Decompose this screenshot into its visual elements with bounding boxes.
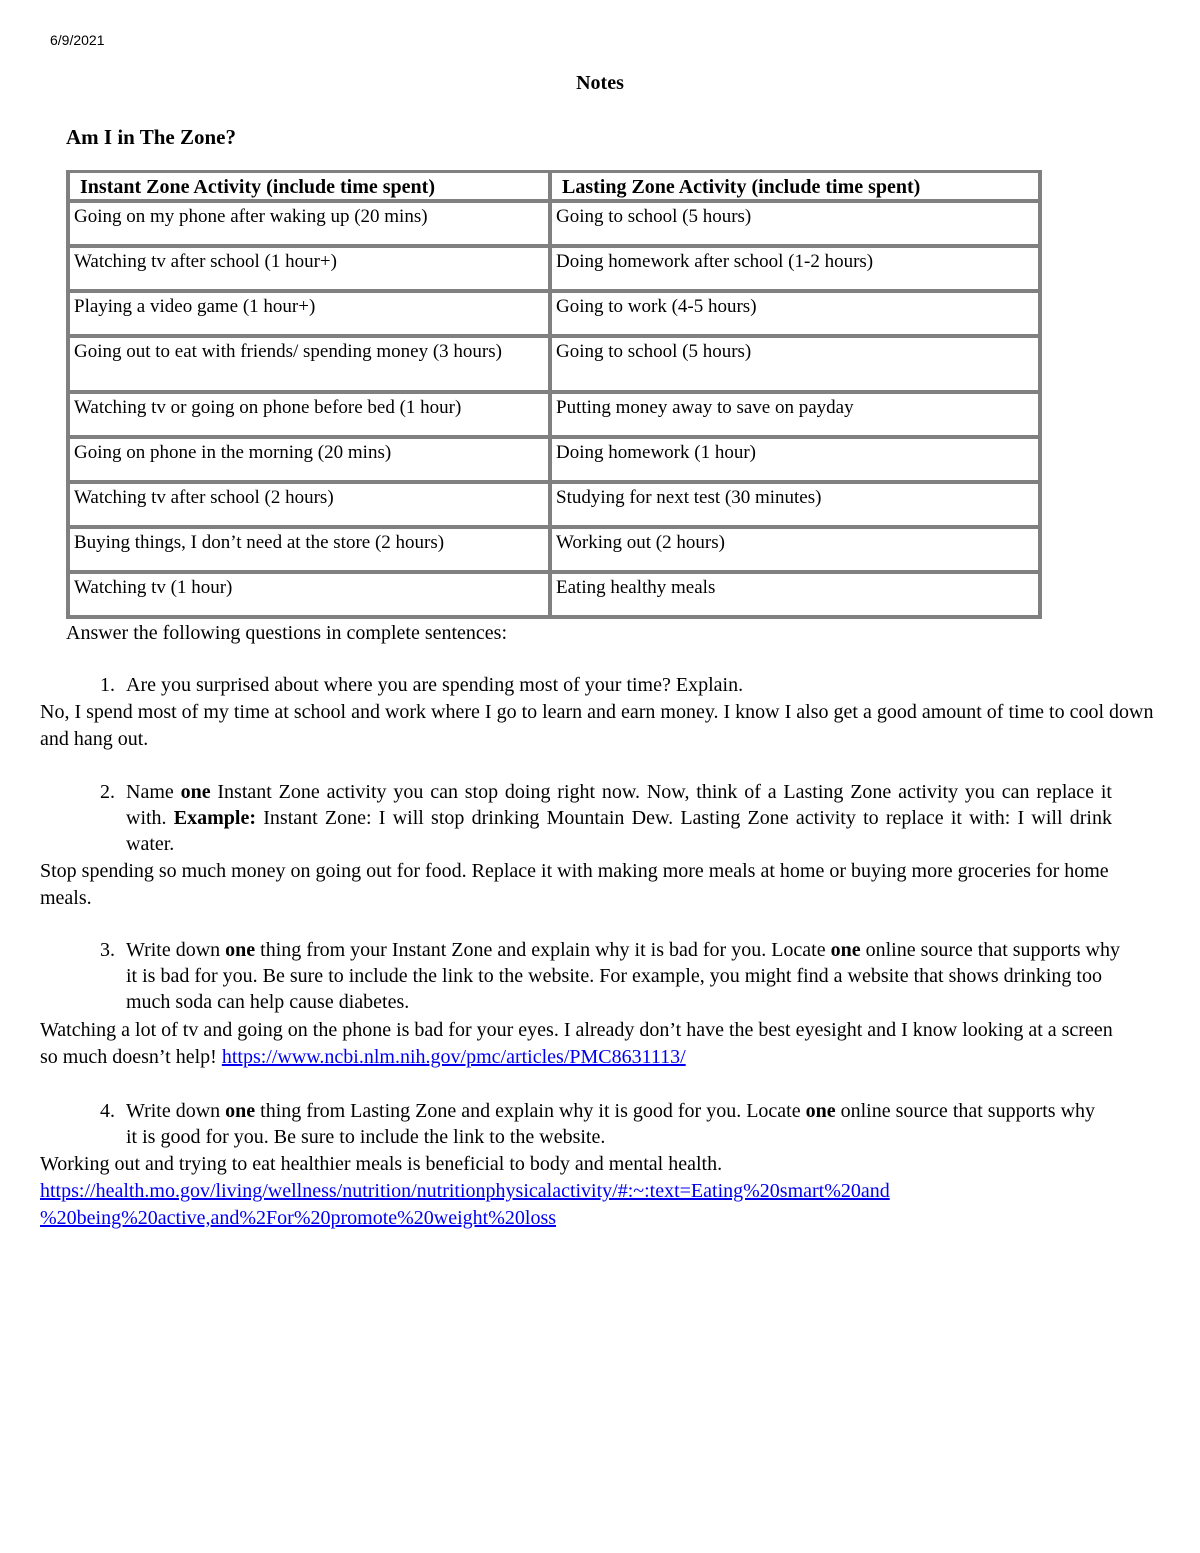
questions-intro: Answer the following questions in complete sentences: — [66, 622, 508, 644]
instant-zone-cell: Going on phone in the morning (20 mins) — [70, 439, 552, 484]
document-date: 6/9/2021 — [50, 32, 105, 48]
instant-zone-cell: Going on my phone after waking up (20 mins) — [70, 203, 552, 248]
question-text: Name one Instant Zone activity you can stop doing right now. Now, think of a Lasting Zone activity you can replace it with. Example: Instant Zone: I will stop drinking Mountain Dew. Lasting Zone activity to replace it with: I will drink water. — [126, 781, 1112, 855]
instant-zone-cell: Watching tv (1 hour) — [70, 574, 552, 619]
instant-zone-cell: Watching tv after school (2 hours) — [70, 484, 552, 529]
answer-1: No, I spend most of my time at school and work where I go to learn and earn money. I know I also get a good amount of time to cool down and hang out. — [40, 701, 1154, 750]
table-row — [70, 529, 1042, 574]
table-row — [70, 338, 1042, 394]
lasting-zone-header: Lasting Zone Activity (include time spent) — [552, 173, 1042, 203]
table-row — [70, 248, 1042, 293]
question-text: Write down one thing from Lasting Zone and explain why it is good for you. Locate one online source that supports why it is good for you. Be sure to include the link to the website. — [126, 1100, 1096, 1148]
page-title: Notes — [576, 72, 624, 94]
instant-zone-cell: Playing a video game (1 hour+) — [70, 293, 552, 338]
instant-zone-cell: Going out to eat with friends/ spending money (3 hours) — [70, 338, 552, 394]
table-row — [70, 394, 1042, 439]
question-number: 4. — [100, 1100, 115, 1122]
lasting-zone-cell: Doing homework (1 hour) — [552, 439, 1042, 484]
source-link[interactable]: https://health.mo.gov/living/wellness/nutrition/nutritionphysicalactivity/#:~:text=Eating%20smart%20and — [40, 1180, 890, 1202]
answer-text: Working out and trying to eat healthier meals is beneficial to body and mental health. — [40, 1153, 723, 1175]
table-row — [70, 574, 1042, 619]
question-text: Write down one thing from your Instant Zone and explain why it is bad for you. Locate one online source that supports why it is bad for you. Be sure to include the link to the website. For example, you might find a website that shows drinking too much soda can help cause diabetes. — [126, 939, 1120, 1013]
lasting-zone-cell: Going to work (4-5 hours) — [552, 293, 1042, 338]
answer-3: Watching a lot of tv and going on the phone is bad for your eyes. I already don’t have the best eyesight and I know looking at a screen so much doesn’t help! https://www.ncbi.nlm.nih.gov/pmc/articles/PMC8631113/ — [40, 1019, 1113, 1068]
source-link-continued[interactable]: %20being%20active,and%2For%20promote%20weight%20loss — [40, 1207, 557, 1229]
table-row — [70, 484, 1042, 529]
instant-zone-cell: Buying things, I don’t need at the store (2 hours) — [70, 529, 552, 574]
question-number: 2. — [100, 781, 115, 803]
source-link[interactable]: https://www.ncbi.nlm.nih.gov/pmc/articles/PMC8631113/ — [221, 1046, 686, 1068]
lasting-zone-cell: Working out (2 hours) — [552, 529, 1042, 574]
lasting-zone-cell: Doing homework after school (1-2 hours) — [552, 248, 1042, 293]
answer-2: Stop spending so much money on going out for food. Replace it with making more meals at home or buying more groceries for home meals. — [40, 860, 1109, 909]
table-header-row — [70, 173, 1042, 203]
zone-activity-table — [66, 170, 1042, 619]
table-row — [70, 293, 1042, 338]
question-number: 1. — [100, 674, 115, 696]
table-row — [70, 203, 1042, 248]
lasting-zone-cell: Eating healthy meals — [552, 574, 1042, 619]
question-text: Are you surprised about where you are spending most of your time? Explain. — [126, 674, 744, 696]
table-row — [70, 439, 1042, 484]
instant-zone-header: Instant Zone Activity (include time spent) — [70, 173, 552, 203]
lasting-zone-cell: Putting money away to save on payday — [552, 394, 1042, 439]
lasting-zone-cell: Going to school (5 hours) — [552, 338, 1042, 394]
section-heading: Am I in The Zone? — [66, 125, 236, 149]
lasting-zone-cell: Studying for next test (30 minutes) — [552, 484, 1042, 529]
instant-zone-cell: Watching tv or going on phone before bed (1 hour) — [70, 394, 552, 439]
instant-zone-cell: Watching tv after school (1 hour+) — [70, 248, 552, 293]
question-number: 3. — [100, 939, 115, 961]
lasting-zone-cell: Going to school (5 hours) — [552, 203, 1042, 248]
answer-4 — [40, 1151, 1165, 1232]
